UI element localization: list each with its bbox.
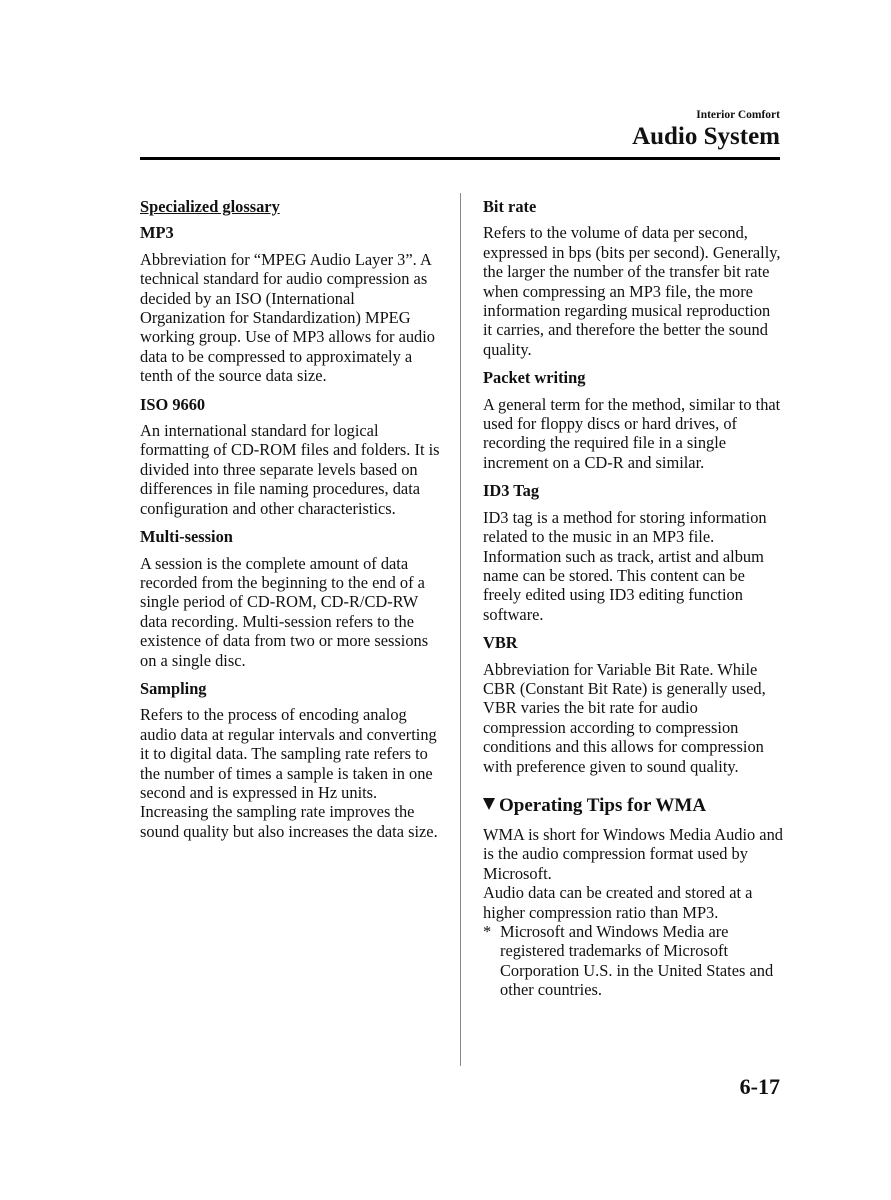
header-rule (140, 157, 780, 160)
triangle-down-icon (483, 798, 495, 810)
glossary-term-packet-writing: Packet writing (483, 368, 586, 388)
glossary-definition-packet-writing: A general term for the method, similar to that used for floppy discs or hard drives, of recording the required file in a single increment on a CD-R and similar. (483, 394, 781, 472)
asterisk-icon: * (483, 922, 492, 941)
glossary-definition-multi-session: A session is the complete amount of data recorded from the beginning to the end of a single period of CD-ROM, CD-R/CD-RW data recording. Multi-session refers to the existence of data from two or more sessions on a single disc. (140, 553, 429, 670)
glossary-term-id3-tag: ID3 Tag (483, 481, 540, 501)
glossary-definition-vbr: Abbreviation for Variable Bit Rate. While CBR (Constant Bit Rate) is generally used, VBR varies the bit rate for audio compression according to compression conditions and this allows for compression with preference given to sound quality. (483, 659, 766, 776)
wma-paragraph-1: WMA is short for Windows Media Audio and is the audio compression format used by Microsoft. (483, 824, 783, 883)
page-title: Audio System (632, 123, 780, 150)
glossary-definition-iso-9660: An international standard for logical formatting of CD-ROM files and folders. It is divided into three separate levels based on differences in file naming procedures, data configuration and other characteristics. (140, 421, 440, 518)
section-label: Interior Comfort (696, 109, 780, 121)
wma-section-heading (483, 795, 783, 817)
glossary-definition-sampling: Refers to the process of encoding analog audio data at regular intervals and converting it to digital data. The sampling rate refers to the number of times a sample is taken in one second and is expressed in Hz units. Increasing the sampling rate improves the sound quality but also increases the data size. (140, 705, 438, 841)
glossary-definition-bit-rate: Refers to the volume of data per second, expressed in bps (bits per second). Generally, the larger the number of the transfer bit rate when compressing an MP3 file, the more information regarding musical reproduction it carries, and therefore the better the sound quality. (483, 223, 781, 359)
footnote-text: Microsoft and Windows Media are registered trademarks of Microsoft Corporation U.S. in the United States and other countries. (500, 922, 774, 1000)
glossary-term-vbr: VBR (483, 633, 518, 653)
glossary-term-bit-rate: Bit rate (483, 197, 537, 216)
trademark-footnote (483, 922, 783, 1000)
wma-paragraph-2: Audio data can be created and stored at a higher compression ratio than MP3. (483, 883, 753, 922)
wma-heading-text: Operating Tips for WMA (499, 794, 707, 816)
glossary-term-sampling: Sampling (140, 678, 207, 698)
page-header (632, 108, 780, 152)
left-column (140, 197, 440, 850)
column-divider (460, 193, 461, 1066)
glossary-term-multi-session: Multi-session (140, 527, 233, 547)
glossary-definition-id3-tag: ID3 tag is a method for storing information related to the music in an MP3 file. Information such as track, artist and album name can be stored. This content can be freely edited using ID3 editing function software. (483, 507, 767, 624)
glossary-definition-mp3: Abbreviation for “MPEG Audio Layer 3”. A technical standard for audio compression as decided by an ISO (International Organization for Standardization) MPEG working group. Use of MP3 allows for audio data to be compressed to approximately a tenth of the source data size. (140, 249, 435, 386)
right-column (483, 197, 783, 1000)
page-number: 6-17 (739, 1074, 780, 1099)
glossary-term-mp3: MP3 (140, 223, 174, 243)
glossary-term-iso-9660: ISO 9660 (140, 394, 206, 414)
glossary-title: Specialized glossary (140, 197, 280, 216)
